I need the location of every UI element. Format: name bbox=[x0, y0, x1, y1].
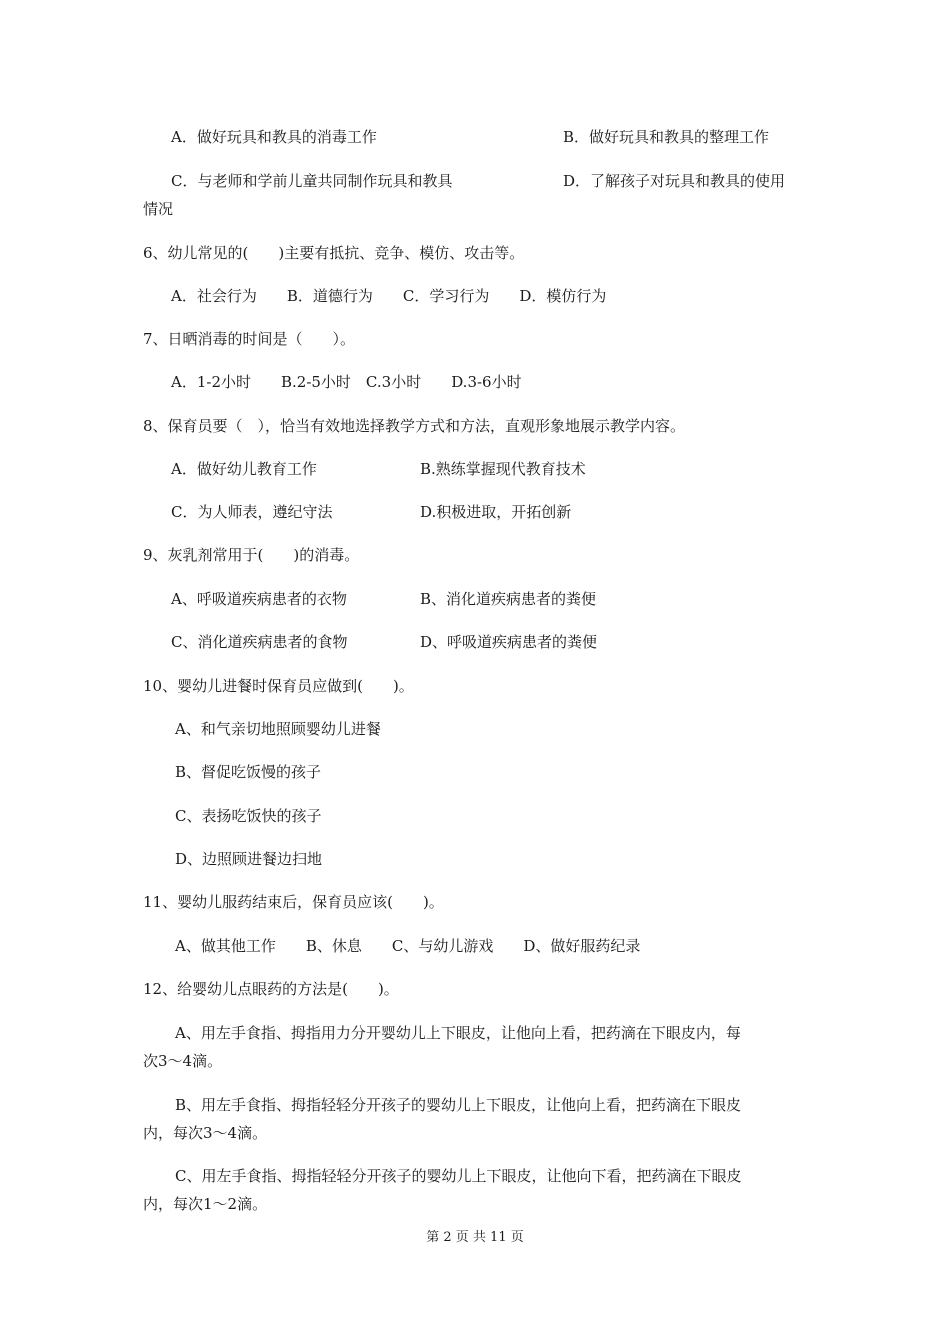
q7-stem: 7、日晒消毒的时间是（ ）。 bbox=[143, 330, 356, 348]
q9-stem: 9、灰乳剂常用于( )的消毒。 bbox=[143, 546, 360, 564]
q6-options: A．社会行为 B．道德行为 C．学习行为 D．模仿行为 bbox=[171, 287, 607, 305]
q9-option-a: A、呼吸道疾病患者的衣物 bbox=[171, 590, 347, 608]
q12-option-b-wrap: 内，每次3～4滴。 bbox=[143, 1124, 268, 1142]
q12-option-c-wrap: 内，每次1～2滴。 bbox=[143, 1195, 268, 1213]
q8-option-b: B.熟练掌握现代教育技术 bbox=[420, 460, 586, 478]
q12-option-c: C、用左手食指、拇指轻轻分开孩子的婴幼儿上下眼皮，让他向下看，把药滴在下眼皮 bbox=[175, 1167, 742, 1185]
q10-stem: 10、婴幼儿进餐时保育员应做到( )。 bbox=[143, 677, 414, 695]
q6-stem: 6、幼儿常见的( )主要有抵抗、竞争、模仿、攻击等。 bbox=[143, 244, 525, 262]
q10-option-b: B、督促吃饭慢的孩子 bbox=[175, 763, 322, 781]
q5-option-d: D．了解孩子对玩具和教具的使用 bbox=[563, 172, 786, 190]
q5-option-d-wrap: 情况 bbox=[143, 200, 174, 218]
q9-option-d: D、呼吸道疾病患者的粪便 bbox=[420, 633, 598, 651]
q5-option-c: C．与老师和学前儿童共同制作玩具和教具 bbox=[171, 172, 453, 190]
q9-option-b: B、消化道疾病患者的粪便 bbox=[420, 590, 597, 608]
q8-stem: 8、保育员要（ ），恰当有效地选择教学方式和方法，直观形象地展示教学内容。 bbox=[143, 417, 686, 435]
q5-option-a: A．做好玩具和教具的消毒工作 bbox=[171, 128, 377, 146]
q10-option-a: A、和气亲切地照顾婴幼儿进餐 bbox=[175, 720, 381, 738]
q12-stem: 12、给婴幼儿点眼药的方法是( )。 bbox=[143, 980, 399, 998]
q10-option-c: C、表扬吃饭快的孩子 bbox=[175, 807, 322, 825]
q12-option-a-wrap: 次3～4滴。 bbox=[143, 1052, 223, 1070]
q7-options: A．1-2小时 B.2-5小时 C.3小时 D.3-6小时 bbox=[171, 373, 522, 391]
q8-option-d: D.积极进取，开拓创新 bbox=[420, 503, 572, 521]
q11-stem: 11、婴幼儿服药结束后，保育员应该( )。 bbox=[143, 893, 444, 911]
page-indicator: 第 2 页 共 11 页 bbox=[426, 1230, 524, 1245]
q10-option-d: D、边照顾进餐边扫地 bbox=[175, 850, 323, 868]
q12-option-a: A、用左手食指、拇指用力分开婴幼儿上下眼皮，让他向上看，把药滴在下眼皮内，每 bbox=[175, 1024, 741, 1042]
q5-option-b: B．做好玩具和教具的整理工作 bbox=[563, 128, 770, 146]
q11-options: A、做其他工作 B、休息 C、与幼儿游戏 D、做好服药纪录 bbox=[175, 937, 641, 955]
q8-option-a: A．做好幼儿教育工作 bbox=[171, 460, 317, 478]
q8-option-c: C．为人师表，遵纪守法 bbox=[171, 503, 333, 521]
q9-option-c: C、消化道疾病患者的食物 bbox=[171, 633, 348, 651]
q12-option-b: B、用左手食指、拇指轻轻分开孩子的婴幼儿上下眼皮，让他向上看，把药滴在下眼皮 bbox=[175, 1096, 742, 1114]
